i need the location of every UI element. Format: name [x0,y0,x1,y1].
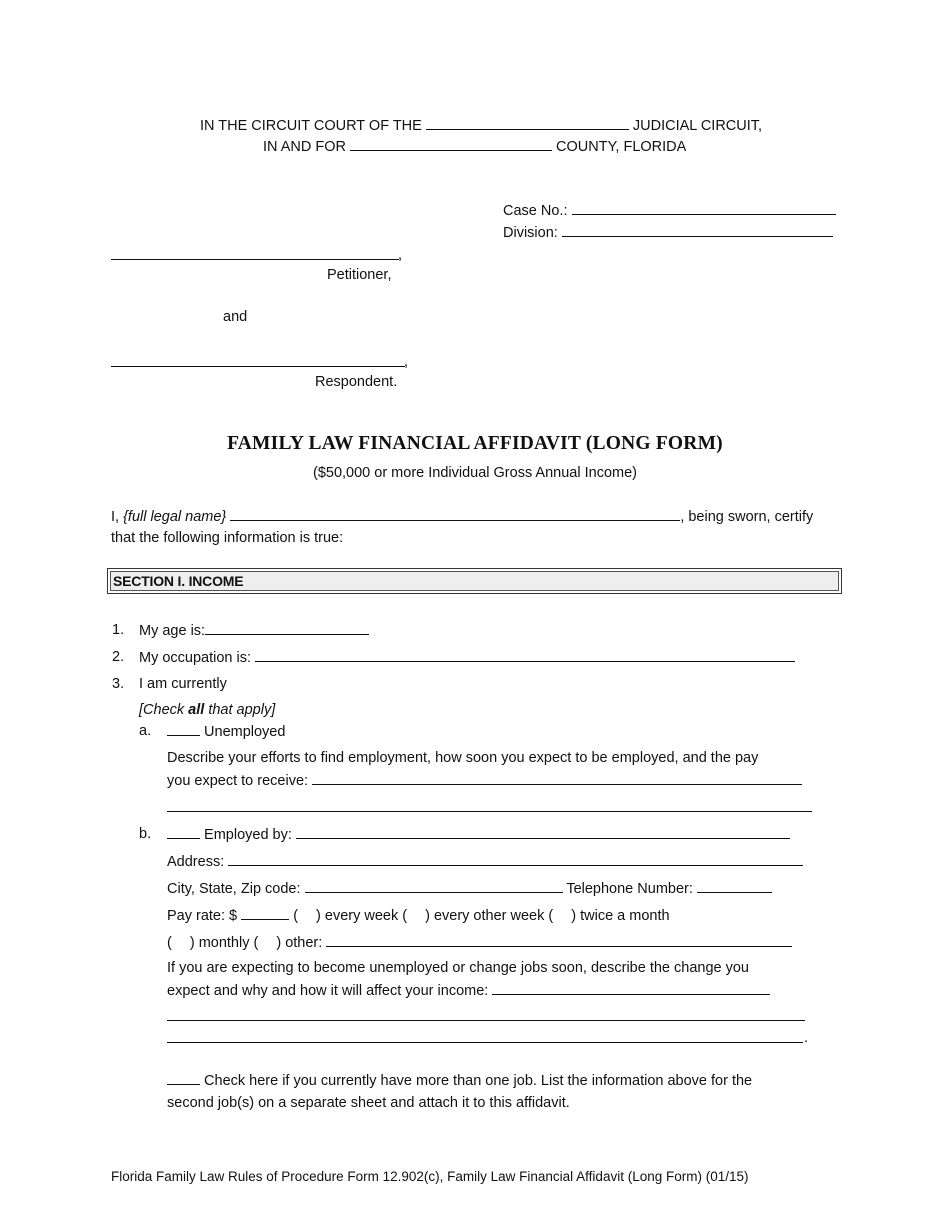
item-2-number: 2. [112,649,125,665]
petitioner-comma: , [398,247,403,263]
occupation-label: My occupation is: [139,650,252,666]
unemployed-label: Unemployed [204,724,286,740]
address-label: Address: [167,854,225,870]
pay-rate-field[interactable] [241,906,289,920]
case-no-label: Case No.: [503,203,568,219]
section-1-heading-box [107,568,842,594]
county-blank[interactable] [350,137,552,151]
job-change-extra-line-2[interactable] [167,1042,803,1043]
age-field[interactable] [205,621,369,635]
job-change-extra-line-1[interactable] [167,1020,805,1021]
every-week-label: ) every week ( [316,908,408,924]
expected-pay-label: you expect to receive: [167,773,309,789]
employer-field[interactable] [296,825,790,839]
respondent-comma: , [404,354,409,370]
division-field[interactable] [562,223,833,237]
division-label: Division: [503,225,558,241]
respondent-name-field[interactable] [111,366,405,367]
form-subtitle: ($50,000 or more Individual Gross Annual Income) [312,465,637,481]
case-no-field[interactable] [572,201,836,215]
item-a-letter: a. [139,723,152,739]
monthly-label: ) monthly ( [189,935,259,951]
section-1-heading: SECTION I. INCOME [113,573,244,589]
employed-row [167,825,790,844]
oath-prefix: I, [111,509,120,525]
multiple-jobs-row [167,1071,752,1090]
every-other-week-label: ) every other week ( [425,908,554,924]
multiple-jobs-label-line1: Check here if you currently have more than one job. List the information above for the [204,1073,753,1089]
age-label: My age is: [139,623,206,639]
employed-checkbox[interactable] [167,825,200,839]
monthly-other-row [167,933,792,952]
job-change-field[interactable] [492,981,770,995]
job-change-label: expect and why and how it will affect your income: [167,983,489,999]
court-label: IN THE CIRCUIT COURT OF THE [200,118,422,134]
and-label: and [223,309,248,325]
city-state-zip-field[interactable] [305,879,563,893]
check-note-bold: all [188,702,205,718]
job-change-line2 [167,981,770,1000]
job-change-line1: If you are expecting to become unemployed or change jobs soon, describe the change you [167,960,749,976]
unemployed-checkbox[interactable] [167,722,200,736]
pay-rate-label: Pay rate: $ [167,908,238,924]
multiple-jobs-checkbox[interactable] [167,1071,200,1085]
form-title: FAMILY LAW FINANCIAL AFFIDAVIT (LONG FORM) [227,433,723,454]
court-header-line2 [263,137,686,156]
age-row [139,621,369,640]
other-label: ) other: [276,935,323,951]
city-state-zip-label: City, State, Zip code: [167,881,301,897]
monthly-checkbox[interactable]: ( [167,935,172,951]
case-no-row [503,201,836,220]
petitioner-label: Petitioner, [327,267,392,283]
oath-line2: that the following information is true: [111,530,344,546]
occupation-row [139,648,795,667]
full-legal-name-hint: {full legal name} [123,509,227,525]
item-b-letter: b. [139,826,152,842]
other-pay-field[interactable] [326,933,792,947]
court-header-line1 [200,116,762,135]
oath-suffix: , being sworn, certify [680,509,814,525]
circuit-blank[interactable] [426,116,629,130]
occupation-field[interactable] [255,648,795,662]
respondent-label: Respondent. [315,374,398,390]
check-note-pre: [Check [139,702,185,718]
currently-label: I am currently [139,676,227,692]
telephone-label: Telephone Number: [566,881,693,897]
check-note-post: that apply] [208,702,276,718]
address-field[interactable] [228,852,803,866]
unemployed-row [167,722,285,741]
item-3-number: 3. [112,676,125,692]
expected-pay-field[interactable] [312,771,802,785]
pay-rate-row [167,906,670,925]
job-change-period: . [804,1030,809,1046]
city-phone-row [167,879,772,898]
twice-a-month-label: ) twice a month [571,908,670,924]
county-label: COUNTY, FLORIDA [556,139,687,155]
unemployed-description-line2 [167,771,802,790]
address-row [167,852,803,871]
in-and-for-label: IN AND FOR [263,139,346,155]
full-legal-name-field[interactable] [230,507,680,521]
item-1-number: 1. [112,622,125,638]
every-week-checkbox[interactable]: ( [293,908,299,924]
division-row [503,223,833,242]
form-footer: Florida Family Law Rules of Procedure Form 12.902(c), Family Law Financial Affidavit (Long Form) (01/15) [111,1169,749,1184]
unemployed-extra-line[interactable] [167,811,812,812]
multiple-jobs-label-line2: second job(s) on a separate sheet and attach it to this affidavit. [167,1095,570,1111]
petitioner-name-field[interactable] [111,259,399,260]
judicial-circuit-label: JUDICIAL CIRCUIT, [632,118,763,134]
oath-line1 [111,507,813,526]
check-all-note [139,701,275,719]
unemployed-description-line1: Describe your efforts to find employment, how soon you expect to be employed, and the pay [167,750,759,766]
telephone-field[interactable] [697,879,772,893]
employed-by-label: Employed by: [204,827,292,843]
